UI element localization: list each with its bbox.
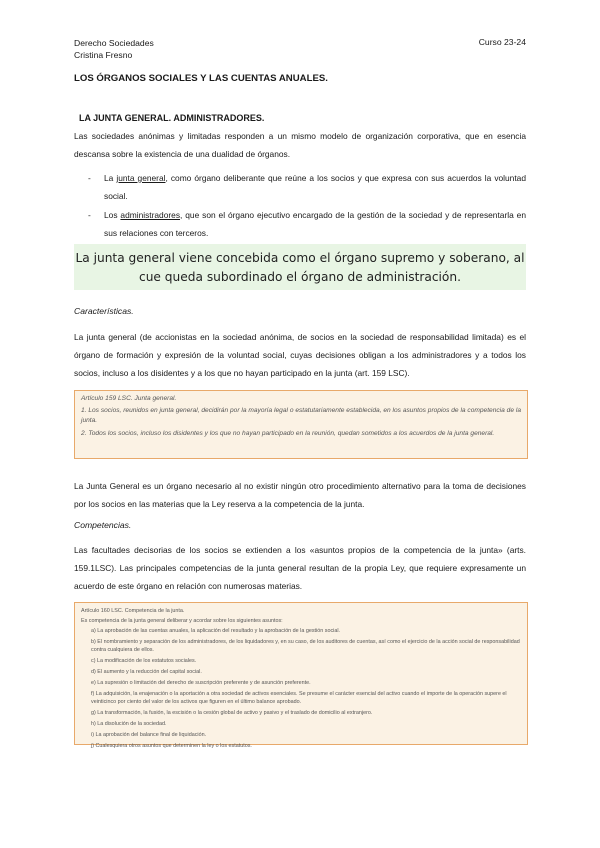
bullet-dash: - <box>88 210 91 220</box>
competencias-paragraph: Las facultades decisorias de los socios se extienden a los «asuntos propios de la competencia de la junta» (arts. 159.1LSC). Las principales competencias de la junta general resultan de la propia Ley, que requiere expresamente un acuerdo de este órgano en relación con numerosas materias. <box>74 545 526 591</box>
bullet-post: , que son el órgano ejecutivo encargado de la gestión de la sociedad y de representarla en sus relaciones con terceros. <box>104 210 526 238</box>
intro-paragraph: Las sociedades anónimas y limitadas responden a un mismo modelo de organización corporativa, que en esencia descansa sobre la existencia de una dualidad de órganos. <box>74 131 526 159</box>
header-author: Cristina Fresno <box>74 50 133 60</box>
article-160-item: e) La supresión o limitación del derecho de suscripción preferente y de asunción preferente. <box>91 680 311 686</box>
header-course: Curso 23-24 <box>478 37 526 47</box>
bullet-post: , como órgano deliberante que reúne a los socios y que expresa con sus acuerdos la voluntad social. <box>104 173 526 201</box>
competencias-heading: Competencias. <box>74 520 132 530</box>
article-160-item: g) La transformación, la fusión, la escisión o la cesión global de activo y pasivo y el traslado de domicilio al extranjero. <box>91 710 373 716</box>
article-159-p2: 2. Todos los socios, incluso los disidentes y los que no hayan participado en la reunión, quedan sometidos a los acuerdos de la junta general. <box>81 430 495 437</box>
highlight-callout: La junta general viene concebida como el órgano supremo y soberano, al cue queda subordinado el órgano de administración. <box>74 244 526 290</box>
necesario-paragraph: La Junta General es un órgano necesario al no existir ningún otro procedimiento alternativo para la toma de decisiones por los socios en las materias que la Ley reserva a la competencia de la junta. <box>74 481 526 509</box>
caracteristicas-paragraph: La junta general (de accionistas en la sociedad anónima, de socios en la sociedad de responsabilidad limitada) es el órgano de formación y expresión de la voluntad social, cuyas decisiones obligan a los administradores y a todos los socios, incluso a los disidentes y a los que no hayan participado en la junta (art. 159 LSC). <box>74 332 526 378</box>
article-160-box <box>74 602 528 749</box>
bullet-text <box>104 207 526 242</box>
article-160-item: i) La aprobación del balance final de liquidación. <box>91 732 207 738</box>
bullet-item <box>74 207 526 242</box>
bullet-item <box>74 170 526 205</box>
bullet-text <box>104 170 526 205</box>
article-160-title: Artículo 160 LSC. Competencia de la junta. <box>81 608 185 614</box>
article-160-item: f) La adquisición, la enajenación o la aportación a otra sociedad de activos esenciales. Se presume el carácter esencial del activo cuando el importe de la operación supere el veinticinco por ciento del valor de los activos que figuren en el último balance aprobado. <box>91 691 507 705</box>
bullet-term: administradores <box>120 210 181 220</box>
header-left <box>74 37 154 61</box>
caracteristicas-heading: Características. <box>74 306 134 316</box>
section-heading: LA JUNTA GENERAL. ADMINISTRADORES. <box>79 113 265 123</box>
article-160-intro: Es competencia de la junta general deliberar y acordar sobre los siguientes asuntos: <box>81 618 283 624</box>
document-title: LOS ÓRGANOS SOCIALES Y LAS CUENTAS ANUALES. <box>74 73 328 84</box>
bullet-dash: - <box>88 173 91 183</box>
bullet-pre: La <box>104 173 117 183</box>
article-160-item: b) El nombramiento y separación de los administradores, de los liquidadores y, en su caso, de los auditores de cuentas, así como el ejercicio de la acción social de responsabilidad contra cualquiera de ellos. <box>91 639 520 653</box>
article-160-item: d) El aumento y la reducción del capital social. <box>91 669 202 675</box>
article-159-box <box>74 390 528 459</box>
bullet-list <box>74 170 526 244</box>
bullet-term: junta general <box>116 173 166 183</box>
article-159-title: Artículo 159 LSC. Junta general. <box>81 395 177 402</box>
article-159-p1: 1. Los socios, reunidos en junta general, decidirán por la mayoría legal o estatutariamente establecida, en los asuntos propios de la competencia de la junta. <box>81 407 521 424</box>
article-160-item: h) La disolución de la sociedad. <box>91 721 167 727</box>
article-160-item: j) Cualesquiera otros asuntos que determinen la ley o los estatutos. <box>91 743 252 749</box>
article-160-item: c) La modificación de los estatutos sociales. <box>91 658 197 664</box>
bullet-pre: Los <box>104 210 121 220</box>
article-160-item: a) La aprobación de las cuentas anuales, la aplicación del resultado y la aprobación de la gestión social. <box>91 628 341 634</box>
header-subject: Derecho Sociedades <box>74 38 154 48</box>
